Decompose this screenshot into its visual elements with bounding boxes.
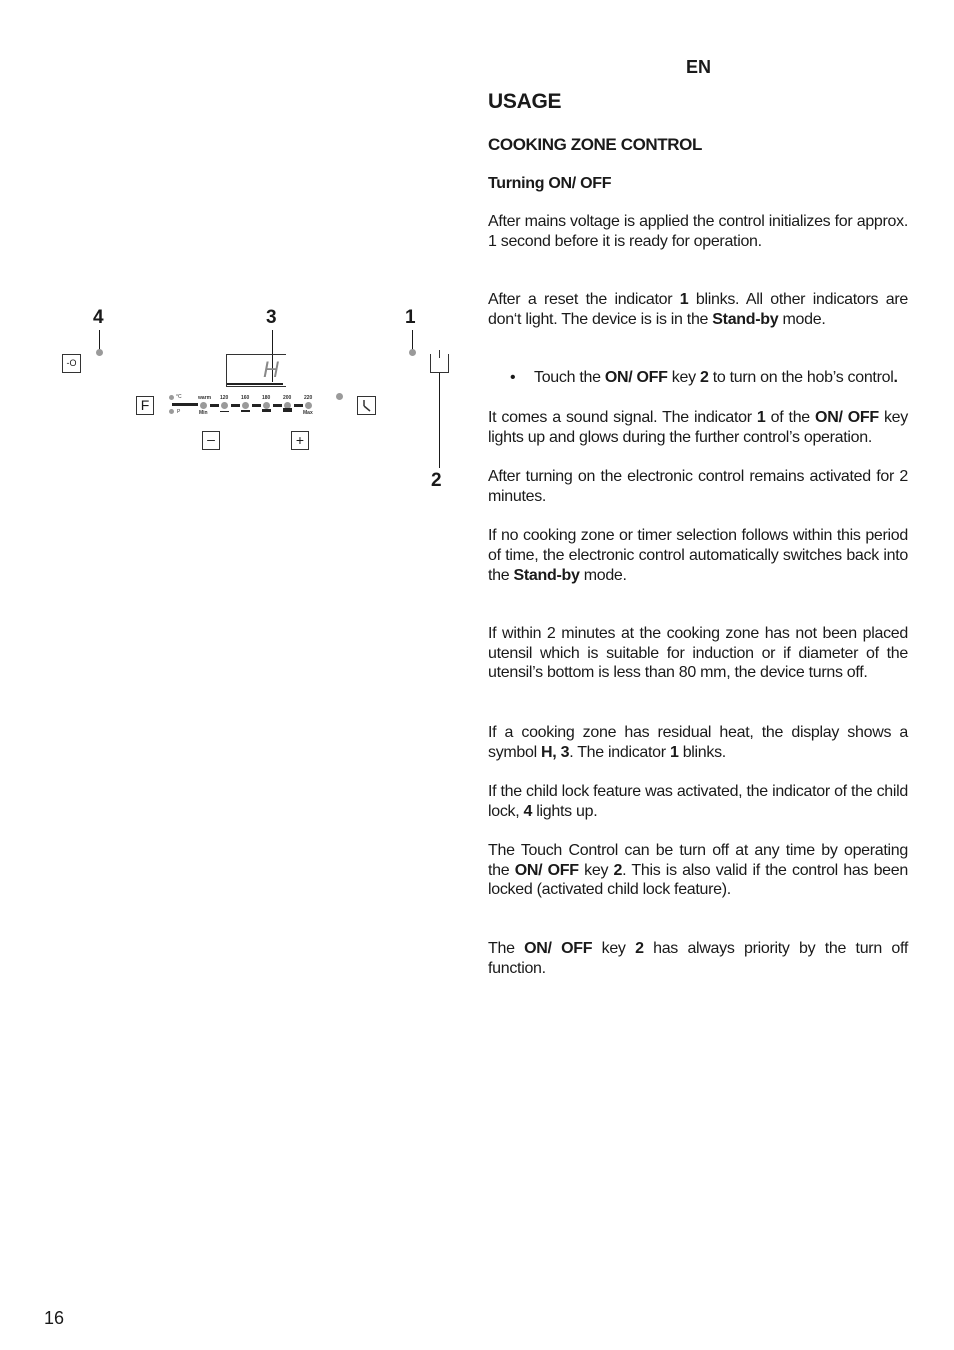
- scale-segment: [252, 404, 261, 407]
- temp-label-180: 180: [262, 395, 271, 401]
- key-f-label: F: [140, 397, 150, 413]
- timer-key[interactable]: [357, 396, 376, 415]
- paragraph: If within 2 minutes at the cooking zone has not been placed utensil which is suitable for induction or if diameter of the utensil’s bottom is less than 80 mm, the device turns off.: [488, 625, 908, 682]
- level-dot: [242, 402, 249, 409]
- level-dot: [305, 402, 312, 409]
- leader-line-2: [439, 372, 440, 468]
- section-subsubtitle: Turning ON/ OFF: [488, 175, 612, 192]
- plus-key[interactable]: [291, 431, 309, 450]
- section-subtitle: COOKING ZONE CONTROL: [488, 135, 702, 154]
- paragraph: The Touch Control can be turn off at any time by operating the ON/ OFF key 2. This is also valid if the control has been locked (activated child lock feature).: [488, 842, 908, 899]
- leader-line-1: [412, 330, 413, 350]
- key-lock-icon: -O: [66, 358, 77, 368]
- paragraph: After turning on the electronic control remains activated for 2 minutes.: [488, 468, 908, 505]
- paragraph: If the child lock feature was activated, the indicator of the child lock, 4 lights up.: [488, 783, 908, 820]
- callout-4: 4: [93, 307, 104, 328]
- celsius-label: °C: [176, 394, 182, 400]
- zone-display: [226, 354, 286, 387]
- function-key[interactable]: [136, 396, 154, 415]
- display-symbol: H: [263, 357, 279, 382]
- temp-label-120: 120: [220, 395, 229, 401]
- section-title: USAGE: [488, 90, 562, 113]
- paragraph: It comes a sound signal. The indicator 1 of the ON/ OFF key lights up and glows during the further control’s operation.: [488, 408, 908, 446]
- celsius-dot: [169, 395, 174, 400]
- on-off-key[interactable]: [430, 354, 449, 373]
- paragraph: If a cooking zone has residual heat, the display shows a symbol H, 3. The indicator 1 blinks.: [488, 723, 908, 761]
- child-lock-key[interactable]: [62, 354, 81, 373]
- timer-indicator-dot: [336, 393, 343, 400]
- level-dot: [221, 402, 228, 409]
- text-column: [488, 88, 908, 978]
- p-label: P: [177, 409, 181, 415]
- min-label: Min: [199, 410, 208, 416]
- callout-3: 3: [266, 307, 277, 328]
- scale-segment: [210, 404, 219, 407]
- indicator-1-dot: [409, 349, 416, 356]
- leader-line-4: [99, 330, 100, 350]
- level-dot: [200, 402, 207, 409]
- minus-icon: –: [207, 431, 215, 447]
- callout-2: 2: [431, 470, 442, 491]
- level-dot: [263, 402, 270, 409]
- scale-segment: [294, 404, 303, 407]
- max-label: Max: [303, 410, 313, 416]
- paragraph: If no cooking zone or timer selection follows within this period of time, the electronic control automatically switches back into the Stand-by mode.: [488, 527, 908, 584]
- scale-segment: [231, 404, 240, 407]
- page-number: 16: [44, 1308, 65, 1328]
- language-label: EN: [686, 57, 712, 77]
- bullet-item: • Touch the ON/ OFF key 2 to turn on the hob’s control.: [510, 369, 898, 387]
- temp-label-200: 200: [283, 395, 292, 401]
- scale-segment: [273, 404, 282, 407]
- p-dot: [169, 409, 174, 414]
- paragraph: After a reset the indicator 1 blinks. All other indicators are don‘t light. The device is is in the Stand-by mode.: [488, 291, 908, 328]
- scale-segment: [172, 403, 198, 406]
- temp-label-220: 220: [304, 395, 313, 401]
- minus-key[interactable]: [202, 431, 220, 450]
- paragraph: After mains voltage is applied the control initializes for approx. 1 second before it is ready for operation.: [488, 213, 908, 250]
- paragraph: The ON/ OFF key 2 has always priority by the turn off function.: [488, 940, 908, 977]
- power-icon: [439, 350, 440, 358]
- temp-label-warm: warm: [198, 395, 212, 401]
- clock-icon: [358, 397, 375, 414]
- indicator-4-dot: [96, 349, 103, 356]
- callout-1: 1: [405, 307, 416, 328]
- plus-icon: +: [295, 432, 305, 448]
- temp-label-160: 160: [241, 395, 250, 401]
